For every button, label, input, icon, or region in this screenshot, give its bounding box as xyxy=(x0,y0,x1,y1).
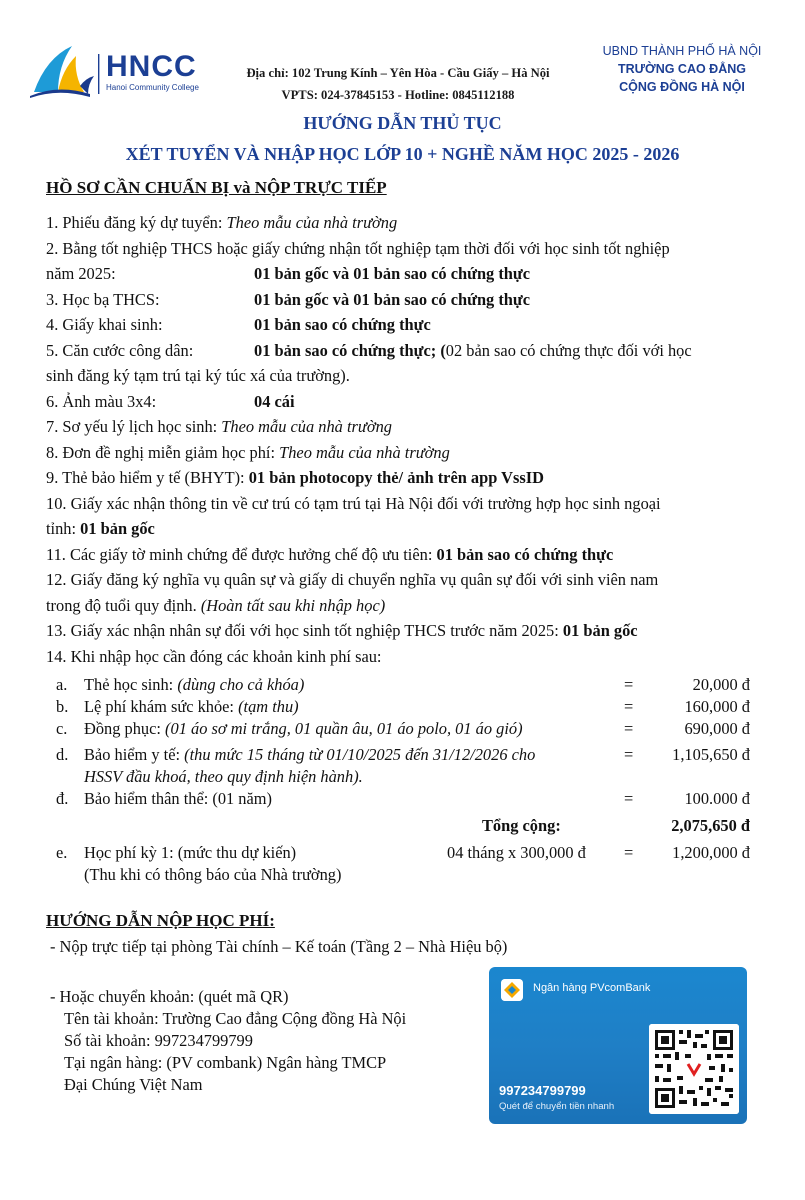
list-item: 2. Bằng tốt nghiệp THCS hoặc giấy chứng nhận tốt nghiệp tạm thời đối với học sinh tốt nghiệp xyxy=(46,238,670,258)
list-item: 8. Đơn đề nghị miễn giảm học phí: Theo mẫu của nhà trường xyxy=(46,442,450,462)
brand-subtitle: Hanoi Community College xyxy=(106,83,199,92)
bank-qr-card xyxy=(489,967,747,1124)
fee-label: Bảo hiểm thân thể: (01 năm) xyxy=(84,789,272,808)
fee-amount: 1,105,650 đ xyxy=(672,745,750,764)
card-bank-name: Ngân hàng PVcomBank xyxy=(533,982,651,994)
list-item: 12. Giấy đăng ký nghĩa vụ quân sự và giấy di chuyển nghĩa vụ quân sự đối với sinh viên nam xyxy=(46,570,659,589)
contact-line: VPTS: 024-37845153 - Hotline: 0845112188 xyxy=(281,88,515,102)
list-item: 6. Ảnh màu 3x4: xyxy=(46,391,157,411)
fee-label: Bảo hiểm y tế: (thu mức 15 tháng từ 01/10/2025 đến 31/12/2026 cho xyxy=(84,745,536,764)
account-number: Số tài khoản: 997234799799 xyxy=(64,1031,253,1050)
document-list xyxy=(46,210,762,666)
list-item-value: 04 cái xyxy=(254,391,295,411)
fee-amount: 20,000 đ xyxy=(692,675,750,694)
account-name: Tên tài khoản: Trường Cao đẳng Cộng đồng Hà Nội xyxy=(64,1009,407,1028)
fee-label-cont: HSSV đầu khoá, theo quy định hiện hành). xyxy=(84,767,363,786)
list-item: 9. Thẻ bảo hiểm y tế (BHYT): 01 bản photocopy thẻ/ ảnh trên app VssID xyxy=(46,468,544,487)
doc-title-line-2: XÉT TUYỂN VÀ NHẬP HỌC LỚP 10 + NGHỀ NĂM HỌC 2025 - 2026 xyxy=(125,144,680,164)
list-item: 3. Học bạ THCS: xyxy=(46,289,160,309)
org-line-1: UBND THÀNH PHỐ HÀ NỘI xyxy=(602,44,762,58)
payment-direct: - Nộp trực tiếp tại phòng Tài chính – Kế toán (Tầng 2 – Nhà Hiệu bộ) xyxy=(50,937,508,956)
fee-equals: = xyxy=(624,745,634,764)
address-line: Địa chỉ: 102 Trung Kính – Yên Hòa - Cầu Giấy – Hà Nội xyxy=(246,66,550,80)
fee-letter: b. xyxy=(56,697,69,716)
fee-letter: c. xyxy=(56,719,68,738)
school-address-block xyxy=(230,62,566,106)
list-item: 14. Khi nhập học cần đóng các khoản kinh phí sau: xyxy=(46,646,382,666)
org-line-3: CỘNG ĐỒNG HÀ NỘI xyxy=(619,80,745,94)
fee-equals: = xyxy=(624,719,634,738)
doc-title-line-1: HƯỚNG DẪN THỦ TỤC xyxy=(303,113,502,133)
list-item: 10. Giấy xác nhận thông tin về cư trú có tạm trú tại Hà Nội đối với trường hợp học sinh ngoại xyxy=(46,493,661,513)
qr-code-icon[interactable] xyxy=(649,1024,739,1114)
list-item: 1. Phiếu đăng ký dự tuyển: Theo mẫu của nhà trường xyxy=(46,213,398,232)
list-item: trong độ tuổi quy định. (Hoàn tất sau khi nhập học) xyxy=(46,595,386,615)
list-item: tỉnh: 01 bản gốc xyxy=(46,519,155,538)
list-item: 5. Căn cước công dân: xyxy=(46,340,194,360)
fee-letter: e. xyxy=(56,843,68,862)
payment-transfer: - Hoặc chuyển khoản: (quét mã QR) xyxy=(50,987,289,1006)
fee-amount: 100.000 đ xyxy=(684,789,750,808)
list-item-value: 01 bản sao có chứng thực; (02 bản sao có chứng thực đối với học xyxy=(254,340,692,360)
list-item: sinh đăng ký tạm trú tại ký túc xá của trường). xyxy=(46,366,350,385)
fee-total-amount: 2,075,650 đ xyxy=(671,816,750,835)
list-item: năm 2025: xyxy=(46,264,116,283)
fee-label: Học phí kỳ 1: (mức thu dự kiến) xyxy=(84,843,297,862)
fee-amount: 160,000 đ xyxy=(684,697,750,716)
list-item-value: 01 bản sao có chứng thực xyxy=(254,315,431,334)
list-item-value: 01 bản gốc và 01 bản sao có chứng thực xyxy=(254,289,531,309)
list-item-value: 01 bản gốc và 01 bản sao có chứng thực xyxy=(254,264,531,283)
fee-label: Lệ phí khám sức khỏe: (tạm thu) xyxy=(84,697,299,716)
fee-label: Thẻ học sinh: (dùng cho cả khóa) xyxy=(84,675,305,694)
pvcombank-logo-icon xyxy=(501,979,523,1001)
list-item: 4. Giấy khai sinh: xyxy=(46,315,163,334)
section-heading-documents: HỒ SƠ CẦN CHUẨN BỊ và NỘP TRỰC TIẾP xyxy=(46,178,387,197)
fee-letter: đ. xyxy=(56,789,69,808)
fee-letter: a. xyxy=(56,675,68,694)
list-item: 7. Sơ yếu lý lịch học sinh: Theo mẫu của nhà trường xyxy=(46,417,392,436)
section-heading-payment: HƯỚNG DẪN NỘP HỌC PHÍ: xyxy=(46,911,275,930)
list-item: 11. Các giấy tờ minh chứng để được hưởng chế độ ưu tiên: 01 bản sao có chứng thực xyxy=(46,544,614,564)
fee-equals: = xyxy=(624,697,634,716)
card-scan-note: Quét để chuyển tiền nhanh xyxy=(499,1101,615,1112)
fee-amount: 690,000 đ xyxy=(684,719,750,738)
brand-name: HNCC xyxy=(106,50,197,83)
fee-amount: 1,200,000 đ xyxy=(672,843,750,862)
fee-calc: 04 tháng x 300,000 đ xyxy=(447,843,586,862)
org-line-2: TRƯỜNG CAO ĐẲNG xyxy=(618,62,746,76)
fee-label: Đồng phục: (01 áo sơ mi trắng, 01 quần âu, 01 áo polo, 01 áo gió) xyxy=(84,719,523,738)
fee-equals: = xyxy=(624,789,634,808)
fee-label-cont: (Thu khi có thông báo của Nhà trường) xyxy=(84,865,342,884)
fee-total-label: Tổng cộng: xyxy=(482,816,561,835)
fee-letter: d. xyxy=(56,745,69,764)
bank-name-line-1: Tại ngân hàng: (PV combank) Ngân hàng TMCP xyxy=(64,1053,387,1072)
card-account-number: 997234799799 xyxy=(499,1083,586,1098)
fee-equals: = xyxy=(624,843,634,862)
bank-name-line-2: Đại Chúng Việt Nam xyxy=(64,1075,203,1094)
fee-equals: = xyxy=(624,675,634,694)
organization-block xyxy=(576,42,788,96)
list-item: 13. Giấy xác nhận nhân sự đối với học sinh tốt nghiệp THCS trước năm 2025: 01 bản gốc xyxy=(46,621,638,640)
